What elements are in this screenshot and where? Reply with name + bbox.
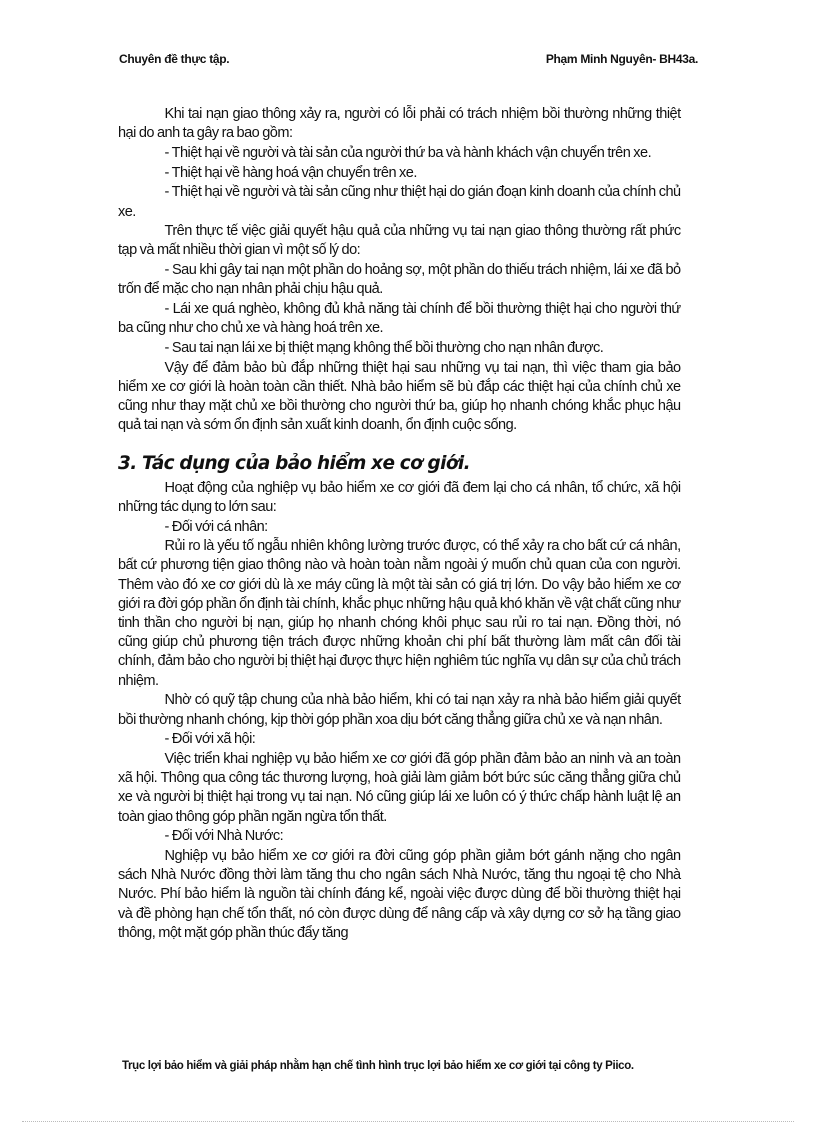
header-right: Phạm Minh Nguyên- BH43a. bbox=[545, 52, 698, 66]
paragraph: - Lái xe quá nghèo, không đủ khả năng tài chính để bồi thường thiệt hại cho người thứ ba cũng như cho chủ xe và hàng hoá trên xe. bbox=[118, 300, 681, 337]
page-footer: Trục lợi bảo hiểm và giải pháp nhằm hạn chế tình hình trục lợi bảo hiểm xe cơ giới tại công ty Piico. bbox=[122, 1060, 634, 1072]
paragraph: - Sau tai nạn lái xe bị thiệt mạng không thể bồi thường cho nạn nhân được. bbox=[164, 338, 604, 356]
paragraph: Trên thực tế việc giải quyết hậu quả của những vụ tai nạn giao thông thường rất phức tạp và mất nhiều thời gian vì một số lý do: bbox=[118, 222, 681, 259]
paragraph: - Thiệt hại về người và tài sản của người thứ ba và hành khách vận chuyển trên xe. bbox=[164, 143, 652, 161]
paragraph: Hoạt động của nghiệp vụ bảo hiểm xe cơ giới đã đem lại cho cá nhân, tổ chức, xã hội những tác dụng to lớn sau: bbox=[118, 478, 681, 515]
paragraph: Rủi ro là yếu tố ngẫu nhiên không lường trước được, có thể xảy ra cho bất cứ cá nhân, bất cứ phương tiện giao thông nào và hoàn toàn nằm ngoài ý muốn chủ quan của con người. Thêm vào đó xe cơ giới dù là xe máy cũng là một tài sản có giá trị lớn. Do vậy bảo hiểm xe cơ giới ra đời góp phần ổn định tài chính, khắc phục những hậu quả khó khăn về vật chất cũng như tinh thần cho người bị nạn, giúp họ nhanh chóng khôi phục sau rủi ro tai nạn. Đồng thời, nó cũng giúp chủ phương tiện trách được những khoản chi phí bất thường làm mất cân đối tài chính, đảm bảo cho người bị thiệt hại được thực hiện nghiêm túc nghĩa vụ dân sự của chủ trách nhiệm. bbox=[118, 537, 681, 689]
paragraph: - Thiệt hại về hàng hoá vận chuyển trên xe. bbox=[164, 163, 417, 181]
paragraph: - Đối với cá nhân: bbox=[164, 517, 268, 535]
header-left: Chuyên đề thực tập. bbox=[119, 52, 230, 66]
paragraph: Việc triển khai nghiệp vụ bảo hiểm xe cơ giới đã góp phần đảm bảo an ninh và an toàn xã hội. Thông qua công tác thương lượng, hoà giải làm giảm bớt bức súc căng thẳng giữa chủ xe và người bị thiệt hại trong vụ tai nạn. Nó cũng giúp lái xe luôn có ý thức chấp hành luật lệ an toàn giao thông góp phần ngăn ngừa tổn thất. bbox=[118, 750, 681, 825]
paragraph: Vậy để đảm bảo bù đắp những thiệt hại sau những vụ tai nạn, thì việc tham gia bảo hiểm xe cơ giới là hoàn toàn cần thiết. Nhà bảo hiểm sẽ bù đắp các thiệt hại của chính chủ xe cũng như thay mặt chủ xe bồi thường cho người thứ ba, giúp họ nhanh chóng khắc phục hậu quả tai nạn và sớm ổn định sản xuất kinh doanh, ổn định cuộc sống. bbox=[118, 358, 681, 434]
paragraph: - Đối với xã hội: bbox=[164, 730, 256, 748]
paragraph: Nhờ có quỹ tập chung của nhà bảo hiểm, khi có tai nạn xảy ra nhà bảo hiểm giải quyết bồi thường nhanh chóng, kịp thời góp phần xoa dịu bớt căng thẳng giữa chủ xe và nạn nhân. bbox=[118, 691, 681, 728]
document-body bbox=[118, 104, 681, 943]
paragraph: - Thiệt hại về người và tài sản cũng như thiệt hại do gián đoạn kinh doanh của chính chủ xe. bbox=[118, 183, 681, 220]
paragraph: Khi tai nạn giao thông xảy ra, người có lỗi phải có trách nhiệm bồi thường những thiệt hại do anh ta gây ra bao gồm: bbox=[118, 105, 681, 142]
paragraph: - Sau khi gây tai nạn một phần do hoảng sợ, một phần do thiếu trách nhiệm, lái xe đã bỏ trốn để mặc cho nạn nhân phải chịu hậu quả. bbox=[118, 261, 681, 298]
section-intro bbox=[118, 104, 681, 434]
paragraph: Nghiệp vụ bảo hiểm xe cơ giới ra đời cũng góp phần giảm bớt gánh nặng cho ngân sách Nhà Nước đồng thời làm tăng thu cho ngân sách Nhà Nước, tăng thu ngoại tệ cho Nhà Nước. Phí bảo hiểm là nguồn tài chính đáng kể, ngoài việc được dùng để bồi thường thiệt hại và đề phòng hạn chế tổn thất, nó còn được dùng để nâng cấp và xây dựng cơ sở hạ tầng giao thông, một mặt góp phần thúc đẩy tăng bbox=[118, 847, 681, 941]
section-effects bbox=[118, 478, 681, 942]
page-bottom-rule bbox=[22, 1121, 794, 1122]
section-heading: 3. Tác dụng của bảo hiểm xe cơ giới. bbox=[118, 452, 471, 475]
paragraph: - Đối với Nhà Nước: bbox=[164, 827, 284, 845]
